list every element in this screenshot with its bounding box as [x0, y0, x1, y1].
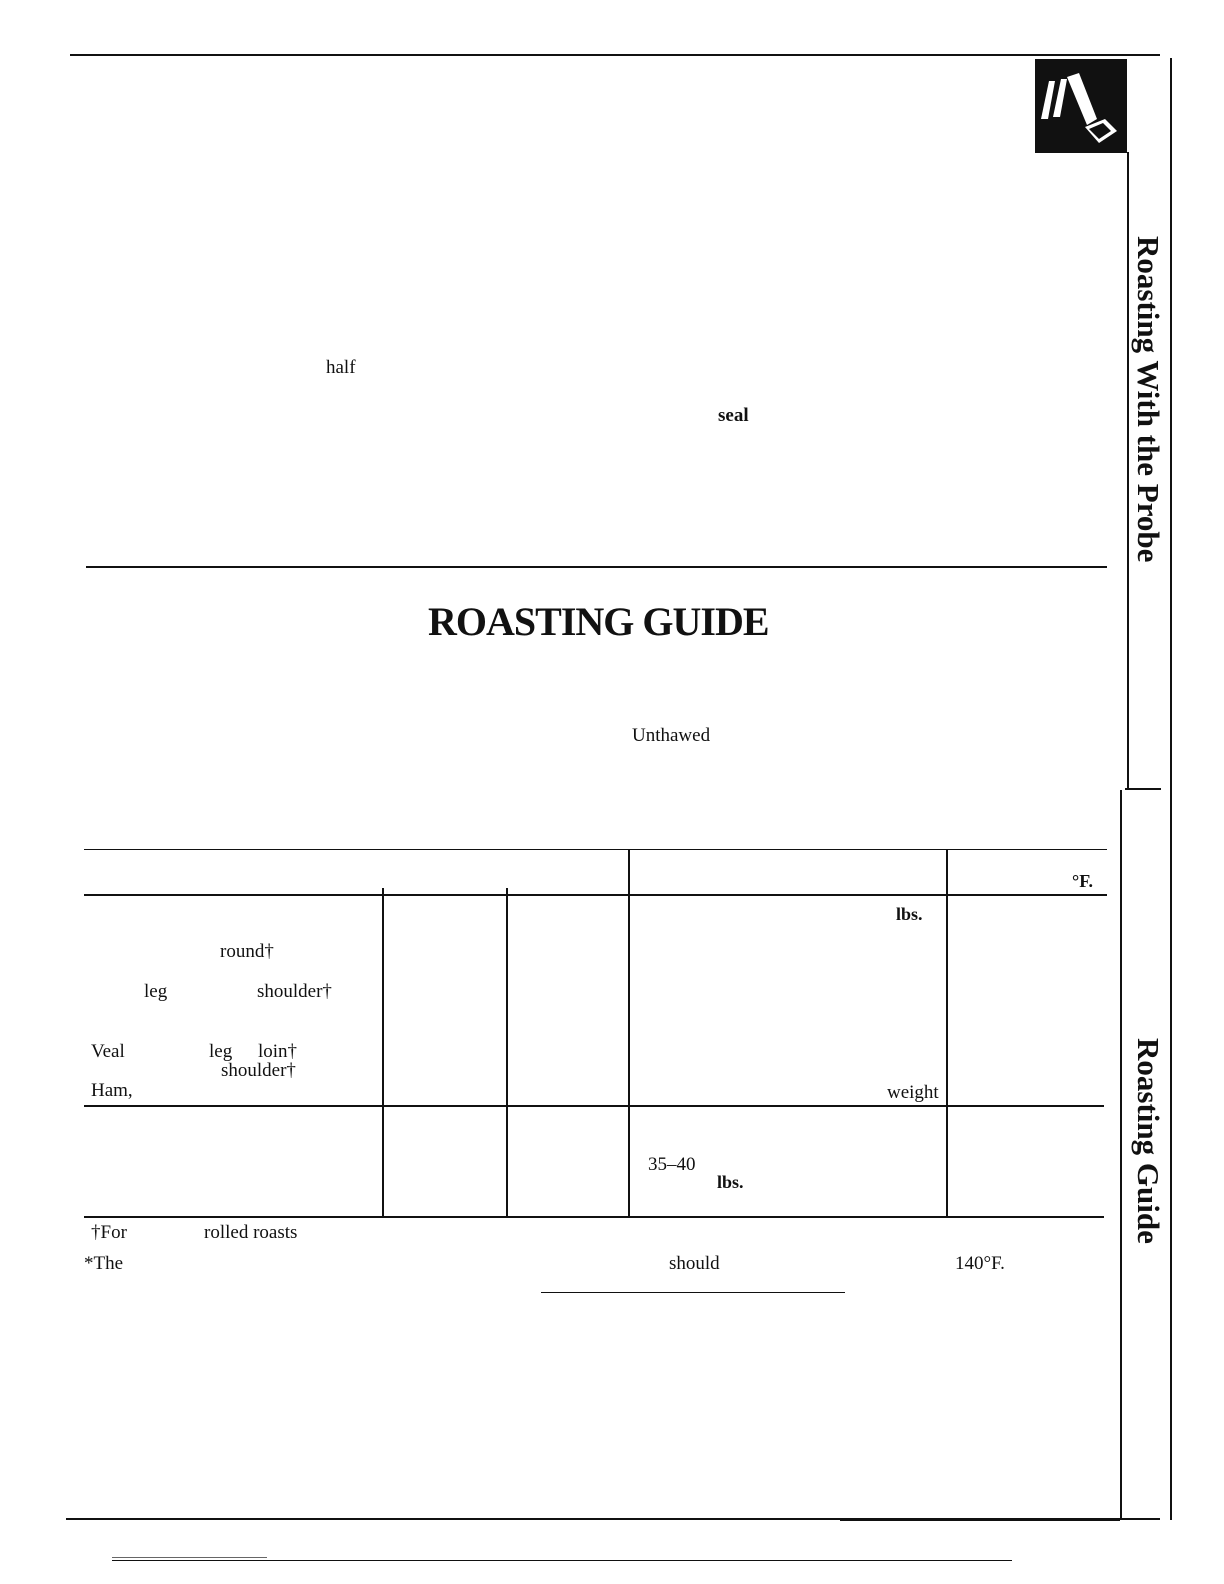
section-rule	[86, 566, 1107, 568]
table-header-rule	[84, 894, 1107, 896]
cell-lbs-meats: lbs.	[896, 904, 923, 924]
cell-shoulder: shoulder†	[257, 981, 332, 1002]
cell-leg: leg	[144, 981, 168, 1002]
table-col-rule-3	[628, 850, 630, 1218]
table-header-unit: °F.	[1072, 871, 1094, 891]
cell-weight: weight	[887, 1082, 939, 1103]
table-mid-rule	[84, 1105, 1104, 1107]
top-rule	[70, 54, 1160, 56]
footnote-dagger-for: †For	[91, 1222, 127, 1243]
side-tab-label-roasting-with-probe: Roasting With the Probe	[1131, 236, 1166, 563]
table-col-rule-1	[382, 888, 384, 1218]
hand-pressing-pad-icon	[1035, 59, 1127, 153]
footnote-temp: 140°F.	[955, 1253, 1005, 1274]
cell-round: round†	[220, 941, 274, 962]
cell-veal: Veal	[91, 1041, 125, 1062]
cell-lbs-poultry: lbs.	[717, 1172, 744, 1192]
cell-veal-leg: leg	[209, 1041, 233, 1062]
side-tab-divider	[1125, 788, 1161, 790]
footer-rule-accent	[112, 1557, 267, 1558]
text-seal: seal	[718, 405, 749, 426]
side-tab-rule-lower	[1120, 790, 1122, 1520]
bottom-rule-thick	[840, 1518, 1120, 1521]
footer-rule	[112, 1560, 1012, 1561]
cell-ham: Ham,	[91, 1080, 133, 1101]
table-top-rule	[84, 849, 1107, 850]
cell-loin: loin†	[258, 1041, 298, 1062]
table-bottom-rule	[84, 1216, 1104, 1218]
cell-veal-shoulder: shoulder†	[221, 1060, 296, 1081]
cell-range-35-40: 35–40	[648, 1154, 696, 1175]
footnote-should: should	[669, 1253, 720, 1274]
footnote-rolled-roasts: rolled roasts	[204, 1222, 298, 1243]
hand-icon-graphic	[1035, 59, 1127, 153]
footnote-star-the: *The	[84, 1253, 124, 1274]
side-tab-rule-outer	[1170, 58, 1172, 1520]
table-col-rule-2	[506, 888, 508, 1218]
side-tab-label-roasting-guide: Roasting Guide	[1131, 1038, 1166, 1244]
text-unthawed: Unthawed	[632, 725, 711, 746]
footnote-underline	[541, 1292, 845, 1293]
text-half: half	[326, 357, 356, 378]
table-col-rule-4	[946, 850, 948, 1218]
side-tab-rule-upper	[1127, 152, 1129, 788]
page-title: ROASTING GUIDE	[428, 599, 769, 644]
